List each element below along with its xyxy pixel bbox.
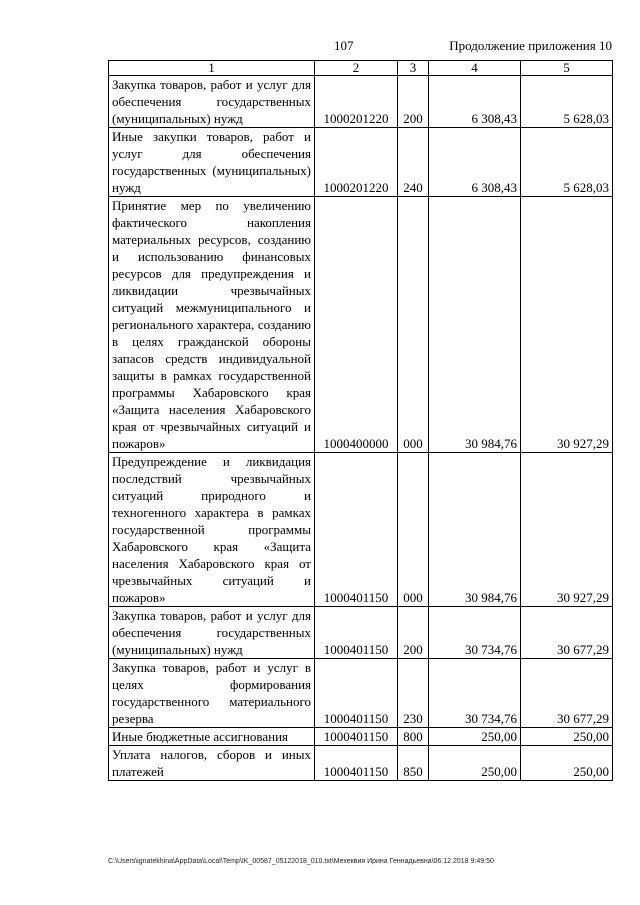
row-vr-code: 000 xyxy=(398,453,429,607)
row-sum-1: 30 984,76 xyxy=(429,453,521,607)
row-sum-2: 5 628,03 xyxy=(521,76,613,128)
row-sum-1: 6 308,43 xyxy=(429,76,521,128)
row-sum-2: 30 677,29 xyxy=(521,607,613,659)
row-csr-code: 1000201220 xyxy=(315,128,398,197)
row-name: Иные бюджетные ассигнования xyxy=(109,728,315,746)
row-name: Закупка товаров, работ и услуг в целях формирования государственного материального резерва xyxy=(109,659,315,728)
row-name: Закупка товаров, работ и услуг для обеспечения государственных (муниципальных) нужд xyxy=(109,607,315,659)
table-row xyxy=(109,746,613,781)
row-name: Предупреждение и ликвидация последствий чрезвычайных ситуаций природного и техногенного характера в рамках государственной программы Хабаровского края «Защита населения Хабаровского края от чрезвычайных ситуаций и пожаров» xyxy=(109,453,315,607)
table-row xyxy=(109,128,613,197)
row-sum-2: 5 628,03 xyxy=(521,128,613,197)
column-header: 1 xyxy=(109,61,315,76)
column-header: 4 xyxy=(429,61,521,76)
continuation-label: Продолжение приложения 10 xyxy=(449,38,612,53)
row-csr-code: 1000401150 xyxy=(315,659,398,728)
row-sum-2: 30 927,29 xyxy=(521,197,613,453)
row-sum-2: 250,00 xyxy=(521,746,613,781)
footer-file-path: C:\Users\ignatekhina\AppData\Local\Temp\IK_00587_05122018_010.txt\Мехеквия Ирина Геннадьевна\06.12.2018 9:49:50 xyxy=(108,858,494,865)
row-csr-code: 1000401150 xyxy=(315,607,398,659)
table-row xyxy=(109,197,613,453)
row-sum-1: 6 308,43 xyxy=(429,128,521,197)
row-csr-code: 1000401150 xyxy=(315,746,398,781)
row-sum-1: 30 734,76 xyxy=(429,659,521,728)
table-row xyxy=(109,76,613,128)
page-number: 107 xyxy=(334,38,354,53)
column-header: 5 xyxy=(521,61,613,76)
row-vr-code: 800 xyxy=(398,728,429,746)
row-csr-code: 1000400000 xyxy=(315,197,398,453)
row-csr-code: 1000201220 xyxy=(315,76,398,128)
row-name: Иные закупки товаров, работ и услуг для обеспечения государственных (муниципальных) нужд xyxy=(109,128,315,197)
row-vr-code: 000 xyxy=(398,197,429,453)
row-sum-1: 30 984,76 xyxy=(429,197,521,453)
row-sum-1: 30 734,76 xyxy=(429,607,521,659)
table-row xyxy=(109,607,613,659)
row-name: Закупка товаров, работ и услуг для обеспечения государственных (муниципальных) нужд xyxy=(109,76,315,128)
row-vr-code: 240 xyxy=(398,128,429,197)
row-sum-2: 250,00 xyxy=(521,728,613,746)
row-name: Принятие мер по увеличению фактического накопления материальных ресурсов, созданию и использованию финансовых ресурсов для предупреждения и ликвидации чрезвычайных ситуаций межмуниципального и регионального характера, созданию в целях гражданской обороны запасов средств индивидуальной защиты в рамках государственной программы Хабаровского края «Защита населения Хабаровского края от чрезвычайных ситуаций и пожаров» xyxy=(109,197,315,453)
row-vr-code: 230 xyxy=(398,659,429,728)
row-csr-code: 1000401150 xyxy=(315,453,398,607)
row-sum-1: 250,00 xyxy=(429,728,521,746)
row-sum-2: 30 927,29 xyxy=(521,453,613,607)
row-sum-1: 250,00 xyxy=(429,746,521,781)
table-row xyxy=(109,659,613,728)
row-vr-code: 850 xyxy=(398,746,429,781)
row-vr-code: 200 xyxy=(398,76,429,128)
column-header: 3 xyxy=(398,61,429,76)
row-vr-code: 200 xyxy=(398,607,429,659)
row-name: Уплата налогов, сборов и иных платежей xyxy=(109,746,315,781)
table-row xyxy=(109,728,613,746)
header-row xyxy=(109,61,613,76)
row-csr-code: 1000401150 xyxy=(315,728,398,746)
table-row xyxy=(109,453,613,607)
row-sum-2: 30 677,29 xyxy=(521,659,613,728)
column-header: 2 xyxy=(315,61,398,76)
budget-table xyxy=(108,60,613,781)
